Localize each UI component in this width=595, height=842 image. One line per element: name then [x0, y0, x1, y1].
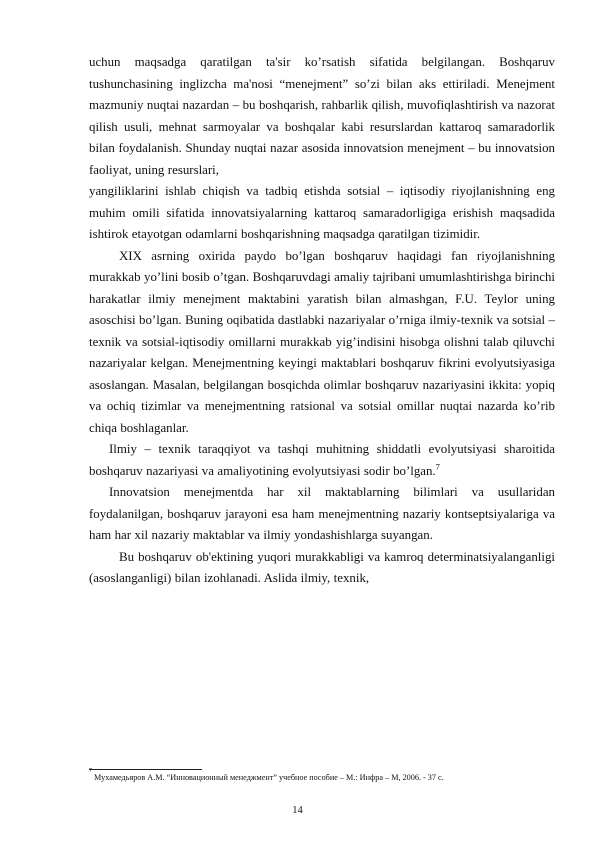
paragraph-2: yangiliklarini ishlab chiqish va tadbiq etishda sotsial – iqtisodiy riyojlanishning eng muhim omili sifatida innovatsiyalarning kattaroq samaradorligiga erishish maqsadida ishtirok etayotgan odamlarni boshqarishning maqsadga qaratilgan tizimidir.: [89, 184, 555, 241]
footnote: [89, 768, 555, 783]
footnote-mark: 7: [89, 768, 92, 774]
body-text: [89, 52, 555, 590]
footnote-text: Мухамедьяров А.М. “Инновационный менеджмент” учебное пособие – М.: Инфра – М, 2006. - 37 с.: [92, 773, 444, 782]
paragraph-3: XIX asrning oxirida paydo bo’lgan boshqaruv haqidagi fan riyojlanishning murakkab yo’lini bosib o’tgan. Boshqaruvdagi amaliy tajribani umumlashtirishga birinchi harakatlar ilmiy menejment maktabini yaratish bilan almashgan, F.U. Teylor uning asoschisi bo’lgan. Buning oqibatida dastlabki nazariyalar o’rniga ilmiy-texnik va sotsial –texnik va sotsial-iqtisodiy omillarni murakkab yig’indisini hisobga olishni talab qiluvchi nazariyalar kelgan. Menejmentning keyingi maktablari boshqaruv fikrini evolyutsiyasiga asoslangan. Masalan, belgilangan bosqichda olimlar boshqaruv nazariyasini ikkita: yopiq va ochiq tizimlar va menejmentning ratsional va sotsial omillar nuqtai nazarda ko’rib chiqa boshlaganlar.: [89, 248, 555, 435]
paragraph-4-text: Ilmiy – texnik taraqqiyot va tashqi muhitning shiddatli evolyutsiyasi sharoitida boshqaruv nazariyasi va amaliyotining evolyutsiyasi sodir bo’lgan.: [89, 442, 555, 478]
footnote-reference[interactable]: 7: [435, 461, 440, 472]
page-number: 14: [292, 805, 303, 816]
paragraph-6: Bu boshqaruv ob'ektining yuqori murakkabligi va kamroq determinatsiyalanganligi (asoslanganligi) bilan izohlanadi. Aslida ilmiy, texnik,: [89, 549, 555, 585]
paragraph-1: uchun maqsadga qaratilgan ta'sir ko’rsatish sifatida belgilangan. Boshqaruv tushunchasining inglizcha ma'nosi “menejment” so’zi bilan aks ettiriladi. Menejment mazmuniy nuqtai nazardan – bu boshqarish, rahbarlik qilish, muvofiqlashtirish va nazorat qilish usuli, mehnat sarmoyalar va boshqalar kabi resurslardan kattaroq samaradorlik bilan foydalanish. Shunday nuqtai nazar asosida innovatsion menejment – bu innovatsion faoliyat, uning resurslari,: [89, 55, 555, 177]
paragraph-4: [89, 439, 555, 482]
paragraph-5: Innovatsion menejmentda har xil maktablarning bilimlari va usullaridan foydalanilgan, boshqaruv jarayoni esa ham menejmentning nazariy kontseptsiyalariga va ham har xil nazariy maktablar va ilmiy yondashishlarga suyangan.: [89, 485, 555, 542]
footnote-separator: [89, 769, 202, 770]
